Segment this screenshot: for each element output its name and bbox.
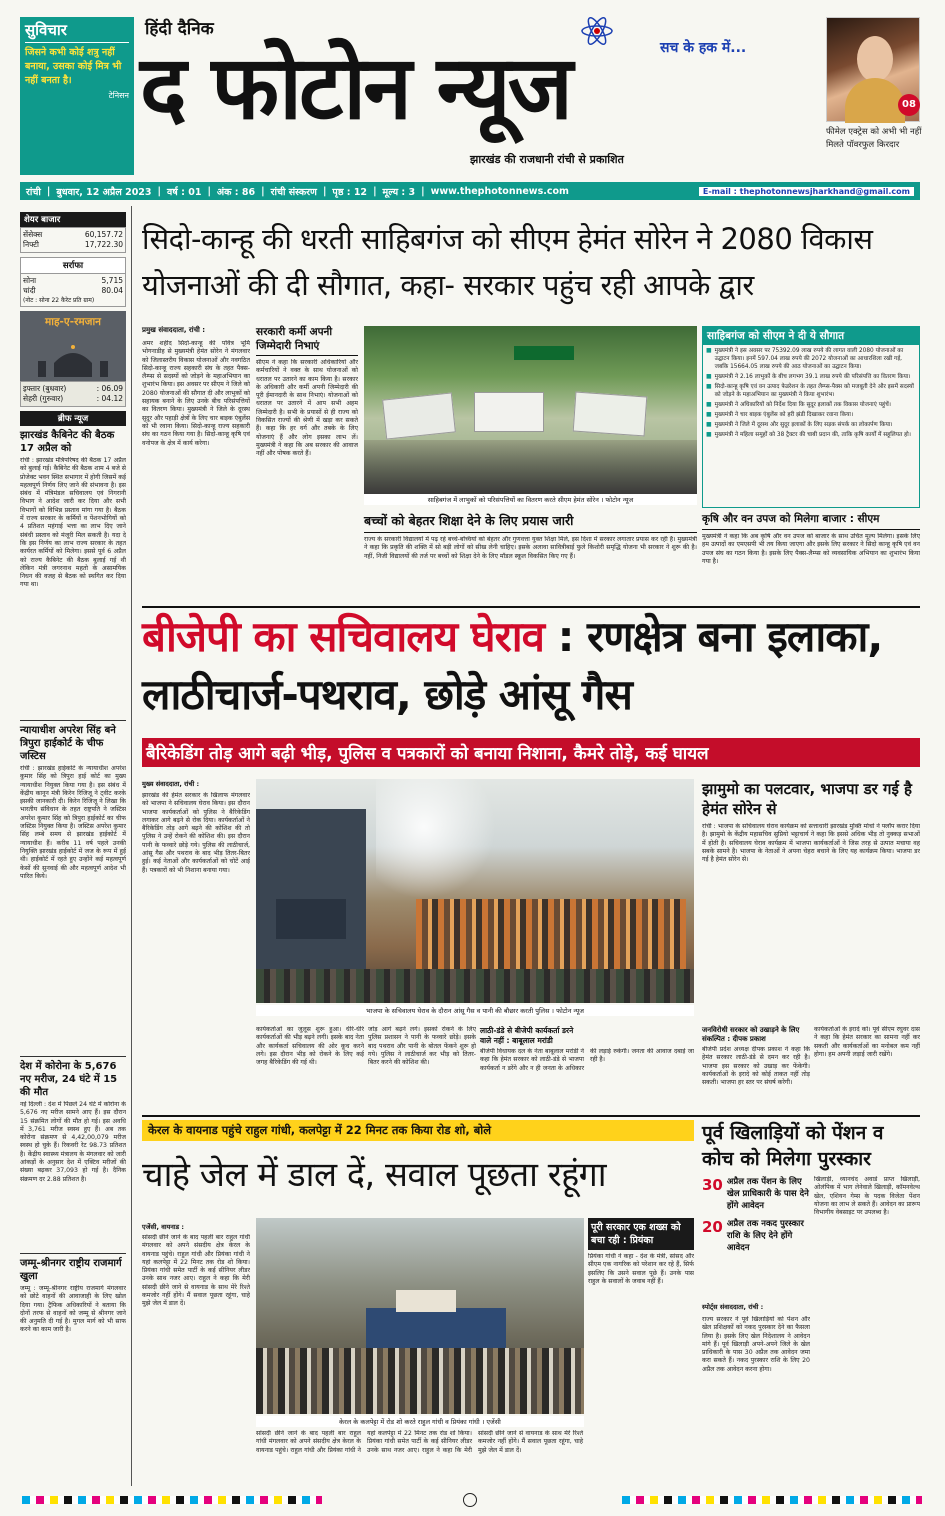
rahul-banner: केरल के वायनाड पहुंचे राहुल गांधी, कलपेट्टा में 22 मिनट तक किया रोड शो, बोले bbox=[142, 1120, 694, 1141]
gift-list-item-text: मुख्यमंत्री ने चार बाइक एंबुलेंस को हरी झंडी दिखाकर रवाना किया। bbox=[714, 412, 854, 418]
bullet-icon: ■ bbox=[706, 347, 712, 354]
rahul-body: सांसदी छीने जाने के बाद पहली बार राहुल गांधी मंगलवार को अपने संसदीय क्षेत्र केरल के वायनाड पहुंचे। राहुल गांधी और प्रियंका गांधी ने यहां कलपेट्टा में 22 मिनट तक रोड शो किया। प्रियंका गांधी समेत पार्टी के कई सीनियर लीडर उनके साथ नजर आए। राहुल ने कहा कि मेरी सांसदी छीने जाने से वायनाड के साथ मेरे रिश्ते कमजोर नहीं होंगे। मैं सवाल पूछता रहूंगा, चाहे मुझे जेल में डाल दें। bbox=[142, 1234, 250, 1308]
iftar-time: : 06.09 bbox=[96, 384, 123, 393]
gift-list-item bbox=[706, 431, 916, 439]
dateline-date: बुधवार, 12 अप्रैल 2023 bbox=[56, 186, 152, 198]
registration-mark-icon bbox=[463, 1493, 477, 1507]
sports-points bbox=[702, 1176, 814, 1254]
sports-point2-text: अप्रैल तक नकद पुरस्कार राशि के लिए देने होंगे आवेदन bbox=[726, 1219, 804, 1253]
ramzan-title: माह-ए-रमजान bbox=[44, 316, 101, 328]
bullet-icon: ■ bbox=[706, 411, 712, 418]
bjp-col2: कार्यकर्ताओं का जुलूस शुरू हुआ। धीरे-धीरे कार्यकर्ताओं की भीड़ बढ़ने लगी। इसके बाद नेता और कार्यकर्ता सचिवालय की ओर कूच करने लगे। इस दौरान भीड़ को रोकने के लिए कई जगह बैरिकेडिंग की गई थी। bbox=[256, 1026, 364, 1067]
gift-list-item bbox=[706, 411, 916, 419]
dateline-year: वर्ष : 01 bbox=[167, 186, 202, 198]
bjp-subhead: बैरिकेडिंग तोड़ आगे बढ़ी भीड़, पुलिस व पत्रकारों को बनाया निशाना, कैमरे तोड़े, कई घायल bbox=[142, 738, 920, 767]
promo-page-number: 08 bbox=[898, 94, 920, 116]
sehri-time: : 04.12 bbox=[96, 394, 123, 403]
bjp-byline: मुख्य संवाददाता, रांची : bbox=[142, 780, 200, 788]
brief2-headline: न्यायाधीश अपरेश सिंह बने त्रिपुरा हाईकोर्ट के चीफ जस्टिस bbox=[20, 720, 126, 763]
bullet-icon: ■ bbox=[706, 421, 712, 428]
gift-list-item-text: मुख्यमंत्री ने 2.16 लाभुकों के बीच लगभग 39.1 लाख रुपये की परिसंपत्ति का वितरण किया। bbox=[714, 374, 911, 380]
sports-point2-num: 20 bbox=[702, 1218, 723, 1236]
education-body: राज्य के सरकारी विद्यालयों में पढ़ रहे बच्चे-बच्चियों को बेहतर और गुणवत्ता युक्त शिक्षा मिले, इस दिशा में सरकार लगातार प्रयास कर रही है। मुख्यमंत्री ने कहा कि प्रकृति की शक्ति में सो बड़ी लोगों को सीख लेनी चाहिए। इसके अलावा सावित्रीबाई फुले किशोरी समृद्धि योजना भी सरकार ने शुरू की है। नहीं, निजी विद्यालयों की तर्ज पर बच्चों को शिक्षा देने के लिए मॉडल स्कूल विकसित किए गए हैं। bbox=[364, 536, 697, 560]
gift-list-item bbox=[706, 401, 916, 409]
rahul-bottom-text: सांसदी छीने जाने के बाद पहली बार राहुल गांधी मंगलवार को अपने संसदीय क्षेत्र केरल के वायनाड पहुंचे। राहुल गांधी और प्रियंका गांधी ने यहां कलपेट्टा में 22 मिनट तक रोड शो किया। प्रियंका गांधी समेत पार्टी के कई सीनियर लीडर उनके साथ नजर आए। राहुल ने कहा कि मेरी सांसदी छीने जाने से वायनाड के साथ मेरे रिश्ते कमजोर नहीं होंगे। मैं सवाल पूछता रहूंगा, चाहे मुझे जेल में डाल दें। bbox=[256, 1430, 583, 1454]
gift-list-item-text: मुख्यमंत्री ने महिला समूहों को 38 ट्रैक्टर की चाबी प्रदान की, ताकि कृषि कार्यों में सहूलियत हो। bbox=[714, 432, 911, 438]
gold-label: सोना bbox=[23, 276, 37, 285]
janta-headline: जनविरोधी सरकार को उखाड़ने के लिए संकल्पित : दीपक प्रकाश bbox=[702, 1026, 800, 1043]
tagline: सच के हक में... bbox=[660, 40, 747, 56]
gift-list-item-text: मुख्यमंत्री ने इस अवसर पर 75392.09 लाख रुपये की लागत वाली 2080 योजनाओं का उद्घाटन किया। इनमें 597.04 लाख रुपये की 2072 योजनाओं का आधारशिला रखी गई, जबकि 15664.05 लाख रुपये की आठ योजनाओं का उद्घाटन किया। bbox=[714, 348, 904, 370]
gift-list-item bbox=[706, 421, 916, 429]
gift-list-item-text: मुख्यमंत्री ने अधिकारियों को निर्देश दिया कि सुदूर इलाकों तक विकास योजनाएं पहुंचें। bbox=[714, 402, 891, 408]
lead-sidebox-title: सरकारी कर्मी अपनी जिम्मेदारी निभाएं bbox=[256, 325, 358, 356]
gift-list-item bbox=[706, 373, 916, 381]
lead-sidebox-body: सीएम ने कहा कि सरकारी अधिकारियों और कर्मचारियों ने वक्त के साथ योजनाओं को धरातल पर उतारने का काम किया है। सरकार के अधिकारी और कर्मी अपनी जिम्मेदारी की पूरी ईमानदारी के साथ निभाएं। योजनाओं को धरातल पर उतारने में आप सभी अहम जिम्मेदारी है। सभी के प्रयासों से ही राज्य को विकसित राज्यों की श्रेणी में खड़ा कर सकते हैं। कहा कि हर वर्ग और तबके के लिए योजनाएं हैं और लोग इसका लाभ लें। मुख्यमंत्री ने कहा कि अब सरकार की आवाज नहीं और पोषक करते हैं। bbox=[256, 359, 358, 458]
lead-sidebox bbox=[256, 325, 358, 605]
nifty-value: 17,722.30 bbox=[84, 240, 123, 249]
dateline-edition: रांची संस्करण bbox=[270, 186, 317, 198]
education-headline: बच्चों को बेहतर शिक्षा देने के लिए प्रयास जारी bbox=[364, 512, 697, 533]
lead-headline: सिदो-कान्हू की धरती साहिबगंज को सीएम हेमंत सोरेन ने 2080 विकास योजनाओं की दी सौगात, कहा- सरकार पहुंच रही आपके द्वार bbox=[142, 222, 873, 302]
bjp-headline-red: बीजेपी का सचिवालय घेराव bbox=[142, 612, 544, 661]
bjp-headline bbox=[142, 608, 920, 733]
agri-body: मुख्यमंत्री ने कहा कि अब कृषि और वन उपज को बाजार के साथ उचित मूल्य मिलेगा। इसके लिए हम उत्पादों का एमएसपी भी तय किया जाएगा और इसके लिए सरकार ने सिदो कान्हू कृषि एवं वन उपज संघ का गठन किया है। इसके लिए पैक्स-लैम्प्स को व्यवसायिक अभियान का शुभारंभ किया गया है। bbox=[702, 533, 920, 565]
dateline-price: मूल्य : 3 bbox=[382, 186, 416, 198]
brief2-body: रांची : झारखंड हाईकोर्ट के न्यायाधीश अपरेश कुमार सिंह को त्रिपुरा हाई कोर्ट का मुख्य न्यायाधीश नियुक्त किया गया है। इस संबंध में केंद्रीय कानून मंत्री किरेन रिजिजू ने ट्वीट करके इसकी जानकारी दी। किरेन रिजिजू ने लिखा कि भारतीय संविधान के तहत राष्ट्रपति ने जस्टिस अपरेश कुमार सिंह को त्रिपुरा हाईकोर्ट का चीफ जस्टिस नियुक्त किया है। जस्टिस अपरेश कुमार सिंह लम्बे समय से झारखंड हाईकोर्ट में न्यायाधीश हैं। करीब 11 वर्ष पहले उनकी नियुक्ति झारखंड हाईकोर्ट में जज के रूप में हुई थी। हाईकोर्ट में रहते हुए उन्होंने कई महत्वपूर्ण केसों की सुनवाई की और महत्वपूर्ण आदेश भी पारित किये। bbox=[20, 765, 126, 880]
education-section bbox=[364, 512, 697, 602]
gold-value: 5,715 bbox=[101, 276, 123, 285]
priyanka-box-body: प्रियंका गांधी ने कहा - देश के मंत्री, सांसद और सीएम एक नागरिक को परेशान कर रहे हैं, सिर्फ इसलिए कि उसने सवाल पूछे हैं। उनके पास राहुल के सवालों के जवाब नहीं हैं। bbox=[588, 1253, 694, 1285]
bullion-title: सर्राफा bbox=[20, 257, 126, 274]
bjp-headline-rest: : रणक्षेत्र बना इलाका, लाठीचार्ज-पथराव, छोड़े आंसू गैस bbox=[142, 612, 883, 719]
dateline-pages: पृष्ठ : 12 bbox=[332, 186, 368, 198]
hindi-dainik-label: हिंदी दैनिक bbox=[145, 19, 214, 39]
brief-news-title: ब्रीफ न्यूज bbox=[20, 411, 126, 426]
lead-gift-box bbox=[702, 326, 920, 508]
jmm-body: रांची : भाजपा के सचिवालय घेराव कार्यक्रम को सत्ताधारी झारखंड मुक्ति मोर्चा ने फ्लॉप करार दिया है। झामुमो के केंद्रीय महासचिव सुप्रियो भट्टाचार्य ने कहा कि इससे अधिक भीड़ तो नुक्कड़ सभाओं में होती है। सचिवालय घेराव कार्यक्रम में भाजपा कार्यकर्ताओं ने जिस तरह से उत्पात मचाया वह सबके सामने है। भाजपा के नेताओं ने अपना चेहरा बचाने के लिए यह कार्यक्रम किया। भाजपा डर गई है हेमंत सोरेन से। bbox=[702, 823, 920, 864]
bjp-subbox bbox=[480, 1026, 694, 1111]
sports-body2: खिलाड़ी, ध्यानचंद अवार्ड प्राप्त खिलाड़ी, ओलंपिक में भाग लेनेवाले खिलाड़ी, कॉमनवेल्थ खेल, एशियन गेम्स के पदक विजेता पेंशन योजना का लाभ ले सकते हैं। आवेदन का प्रारूप विभागीय वेबसाइट पर उपलब्ध है। bbox=[814, 1176, 920, 1217]
lead-photo-caption: साहिबगंज में लाभुकों को परिसंपत्तियों का वितरण करते सीएम हेमंत सोरेन । फोटोन न्यूज bbox=[364, 494, 697, 505]
suvichar-text: जिसने कभी कोई शत्रु नहीं बनाया, उसका कोई मित्र भी नहीं बनता है। bbox=[25, 47, 122, 86]
sports-point1-num: 30 bbox=[702, 1176, 723, 1194]
brief3-headline: देश में कोरोना के 5,676 नए मरीज, 24 घंटे में 15 की मौत bbox=[20, 1056, 126, 1099]
sehri-label: सेहरी (गुरुवार) bbox=[23, 394, 64, 403]
sensex-label: सेंसेक्स bbox=[23, 230, 43, 239]
bjp-subbox-body: बीजेपी विधायक दल के नेता बाबूलाल मरांडी ने कहा कि हेमंत सरकार को लाठी-डंडे से भाजपा कार्यकर्ता न डरेंगे और न ही जनता के अधिकार की लड़ाई रुकेगी। जनता की आवाज दबाई जा रही है। bbox=[480, 1048, 694, 1072]
sidebar-divider bbox=[131, 206, 132, 1486]
gift-list-item-text: सिदो-कान्हू कृषि एवं वन उत्पाद फेडरेशन के तहत लैम्प्स-पैक्स को मजबूती देने और इसमें सदस्यों को जोड़ने के महाअभियान का मुख्यमंत्री ने किया शुभारंभ। bbox=[714, 384, 914, 398]
dateline-email[interactable]: E-mail : thephotonnewsjharkhand@gmail.com bbox=[699, 187, 914, 196]
brief1-headline: झारखंड कैबिनेट की बैठक 17 अप्रैल को bbox=[20, 430, 115, 454]
sports-byline: स्पोर्ट्स संवाददाता, रांची : bbox=[702, 1303, 764, 1311]
janta-section bbox=[702, 1026, 810, 1111]
sidebar bbox=[20, 206, 126, 1486]
lead-photo bbox=[364, 326, 697, 494]
bullet-icon: ■ bbox=[706, 431, 712, 438]
sports-body: राज्य सरकार ने पूर्व खिलाड़ियों को पेंशन और खेल प्रशिक्षकों को नकद पुरस्कार देने का फैसला लिया है। इसके लिए खेल निदेशालय ने आवेदन मांगे हैं। पूर्व खिलाड़ी अपने-अपने जिले के खेल प्राधिकारी के पास 30 अप्रैल तक आवेदन जमा करा सकते हैं। नकद पुरस्कार राशि के लिए 20 अप्रैल तक आवेदन करना होगा। bbox=[702, 1316, 810, 1373]
newspaper-title: द फोटोन न्यूज bbox=[140, 36, 570, 139]
janta-body-cont: कार्यकर्ताओं के इरादे को। पूर्व सीएम रघुवर दास ने कहा कि हेमंत सरकार का सामना नहीं कर सकती और कार्यकर्ताओं का मनोबल कम नहीं होगा। हम अपनी लड़ाई जारी रखेंगे। bbox=[814, 1026, 920, 1058]
priyanka-box-title: पूरी सरकार एक शख्स को बचा रही : प्रियंका bbox=[588, 1218, 694, 1250]
promo-text: फीमेल एक्ट्रेस को अभी भी नहीं मिलते पॉवरफुल किरदार bbox=[826, 127, 922, 150]
jmm-headline: झामुमो का पलटवार, भाजपा डर गई है हेमंत सोरेन से bbox=[702, 780, 912, 818]
agri-section bbox=[702, 512, 920, 602]
bjp-subbox-title: लाठी-डंडे से बीजेपी कार्यकर्ता डरने वाले नहीं : बाबूलाल मरांडी bbox=[480, 1026, 574, 1045]
lead-gift-list bbox=[703, 345, 919, 443]
lead-gift-box-title: साहिबगंज को सीएम ने दी ये सौगात bbox=[703, 327, 919, 345]
gift-list-item bbox=[706, 383, 916, 399]
bullet-icon: ■ bbox=[706, 373, 712, 380]
ramzan-box bbox=[20, 311, 126, 381]
dateline-city: रांची bbox=[26, 186, 41, 198]
share-market-title: शेयर बाजार bbox=[20, 212, 126, 227]
bullet-icon: ■ bbox=[706, 401, 712, 408]
gift-list-item bbox=[706, 347, 916, 371]
brief4-headline: जम्मू-श्रीनगर राष्ट्रीय राजमार्ग खुला bbox=[20, 1253, 126, 1283]
rahul-headline: चाहे जेल में डाल दें, सवाल पूछता रहूंगा bbox=[142, 1155, 607, 1195]
gift-list-item-text: मुख्यमंत्री ने जिले में दूरस्थ और सुदूर इलाकों के लिए सड़क संपर्क का लोकार्पण किया। bbox=[714, 422, 893, 428]
dateline-issue: अंक : 86 bbox=[216, 186, 256, 198]
sports-point1-text: अप्रैल तक पेंशन के लिए खेल प्राधिकारी के पास देने होंगे आवेदन bbox=[726, 1177, 809, 1211]
bjp-photo-caption: भाजपा के सचिवालय घेराव के दौरान आंसू गैस व पानी की बौछार करती पुलिस । फोटोन न्यूज bbox=[256, 1005, 694, 1016]
iftar-label: इफ्तार (बुधवार) bbox=[23, 384, 67, 393]
brief1-body: रांची : झारखंड मंत्रिपरिषद की बैठक 17 अप्रैल को बुलाई गई। कैबिनेट की बैठक शाम 4 बजे से प्रोजेक्ट भवन स्थित सभागार में होगी जिसमें कई महत्वपूर्ण निर्णय लिए जाने की संभावना है। इस संबंध में मंत्रिमंडल सचिवालय एवं निगरानी विभाग ने आदेश जारी कर दिया और सभी विभागों को विभिन्न प्रस्ताव मांगा गया है। बैठक में राज्य सरकार के कर्मियों व पेंशनभोगियों को 4 प्रतिशत महंगाई भत्ता का लाभ दिए जाने संबंधी प्रस्ताव को मंजूरी मिल सकती है। यदा दे कि इस निर्णय का लाभ राज्य सरकार के तहत कार्यरत कर्मियों को मिलेगा। इससे पूर्व 6 अप्रैल को राज्य कैबिनेट की बैठक बुलाई गई थी लेकिन मंत्री जगरनाथ महतो के असामयिक निधन की वजह से बैठक को स्थगित कर दिया गया था। bbox=[20, 457, 126, 589]
jmm-section bbox=[702, 779, 920, 1019]
lead-body: अमर शहीद सिदो-कान्हू की पवित्र भूमि भोगनाडीह से मुख्यमंत्री हेमंत सोरेन ने मंगलवार को जिलास्तरीय विकास योजनाओं और नवगठित सिदो-कान्हू राज्य सहकारी संघ के तहत पैक्स-लैम्प्स से सदस्यों को जोड़ने के महाअभियान का शुभारंभ किया। इस अवसर पर सीएम ने जिले को 2080 योजनाओं की सौगात दी और लाभुकों को सहायक बनाने के लिए उनके बीच परिसंपत्तियों का वितरण किया। मुख्यमंत्री ने जिले के दूरस्थ सुदूर और पहाड़ी क्षेत्रों के लिए चार बाइक एंबुलेंस को भी रवाना किया। सिदो-कान्हू राज्य सहकारी संघ का गठन किया गया है। सिदो-कान्हू कृषि एवं वनोपज के क्षेत्र में कार्य करेगा। bbox=[142, 340, 250, 447]
brief3-body: नई दिल्ली : देश में पिछले 24 घंटे में कोरोना के 5,676 नए मरीज सामने आए हैं। इस दौरान 15 संक्रमित लोगों की मौत हो गई। इस अवधि में 3,761 मरीज स्वस्थ हुए हैं। अब तक कोरोना संक्रमण से 4,42,00,079 मरीज स्वस्थ हो चुके हैं। रिकवरी रेट 98.73 प्रतिशत है। केंद्रीय स्वास्थ्य मंत्रालय के मंगलवार को जारी आंकड़ों के अनुसार देश में एक्टिव मरीजों की संख्या बढ़कर 37,093 हो गई है। दैनिक संक्रमण दर 2.88 प्रतिशत है। bbox=[20, 1101, 126, 1183]
dateline-website[interactable]: www.thephotonnews.com bbox=[430, 185, 569, 197]
silver-label: चांदी bbox=[23, 286, 36, 295]
bjp-body: झारखंड की हेमंत सरकार के खिलाफ मंगलवार को भाजपा ने सचिवालय घेराव किया। इस दौरान भाजपा कार्यकर्ताओं को पुलिस ने बैरिकेडिंग लगाकर आगे बढ़ने से रोक दिया। कार्यकर्ताओं ने बैरिकेडिंग तोड़ आगे बढ़ने की कोशिश की तो पुलिस ने उन्हें रोकने की कोशिश की। इस दौरान पानी के फव्वारे छोड़े गये। पुलिस की लाठीचार्ज, आंसू गैस और पथराव के बाद भीड़ तितर-बितर हुई। कई नेताओं और कार्यकर्ताओं को चोटें आई हैं। पत्रकारों को भी निशाना बनाया गया। bbox=[142, 792, 250, 874]
suvichar-author: टेनिसन bbox=[108, 91, 129, 100]
priyanka-box bbox=[588, 1218, 694, 1418]
dateline-bar: रांची | बुधवार, 12 अप्रैल 2023 | वर्ष : 01 | अंक : 86 | रांची संस्करण | पृष्ठ : 12 | मूल्य : 3 | www.thephotonnews.com E-mail : thephotonnewsjharkhand@gmail.com bbox=[20, 182, 920, 200]
suvichar-box bbox=[20, 17, 134, 175]
lead-byline: प्रमुख संवाददाता, रांची : bbox=[142, 326, 206, 334]
mosque-icon bbox=[34, 339, 112, 377]
janta-body: बीजेपी प्रदेश अध्यक्ष दीपक प्रकाश ने कहा कि हेमंत सरकार लाठी-डंडे से दमन कर रही है। भाजपा इस सरकार को उखाड़ कर फेंकेगी। कार्यकर्ताओं के इरादे को कोई ताकत नहीं तोड़ सकती। भाजपा हर स्तर पर संघर्ष करेगी। bbox=[702, 1046, 810, 1087]
bjp-photo bbox=[256, 779, 694, 1003]
atom-logo-icon bbox=[580, 14, 614, 48]
nifty-label: निफ्टी bbox=[23, 240, 39, 249]
print-color-bar-right bbox=[622, 1496, 922, 1504]
bullet-icon: ■ bbox=[706, 383, 712, 390]
bjp-col3: जोड़ आगे बढ़ने लगे। इसको रोकने के लिए पुलिस प्रशासन ने पानी के फव्वारे छोड़े। इसके बाद पथराव और पानी के बोतल फेंकने शुरू हो गये। पुलिस ने लाठीचार्ज कर भीड़ को तितर-बितर करने की कोशिश की। bbox=[368, 1026, 476, 1067]
print-color-bar-left bbox=[22, 1496, 322, 1504]
bullion-note: (नोट : सोना 22 कैरेट प्रति ग्राम) bbox=[23, 297, 95, 304]
agri-headline: कृषि और वन उपज को मिलेगा बाजार : सीएम bbox=[702, 512, 920, 530]
rahul-photo bbox=[256, 1218, 584, 1414]
sports-headline: पूर्व खिलाड़ियों को पेंशन व कोच को मिलेगा पुरस्कार bbox=[702, 1122, 884, 1170]
silver-value: 80.04 bbox=[101, 286, 123, 295]
bjp-divider bbox=[142, 1115, 920, 1117]
rahul-photo-caption: केरल के कलपेट्टा में रोड शो करते राहुल गांधी व प्रियंका गांधी । एजेंसी bbox=[256, 1416, 584, 1427]
rahul-byline: एजेंसी, वायनाड : bbox=[142, 1223, 184, 1231]
sensex-value: 60,157.72 bbox=[84, 230, 123, 239]
suvichar-title: सुविचार bbox=[25, 20, 129, 43]
brief4-body: जम्मू : जम्मू-श्रीनगर राष्ट्रीय राजमार्ग मंगलवार को छोटे वाहनों की आवाजाही के लिए खोल दिया गया। ट्रैफिक अधिकारियों ने बताया कि दोनों तरफ से वाहनों को जम्मू से श्रीनगर जाने की अनुमति दी गई है। मुगल मार्ग को भी साफ करने का काम जारी है। bbox=[20, 1285, 126, 1334]
masthead-subtitle: झारखंड की राजधानी रांची से प्रकाशित bbox=[470, 153, 624, 166]
